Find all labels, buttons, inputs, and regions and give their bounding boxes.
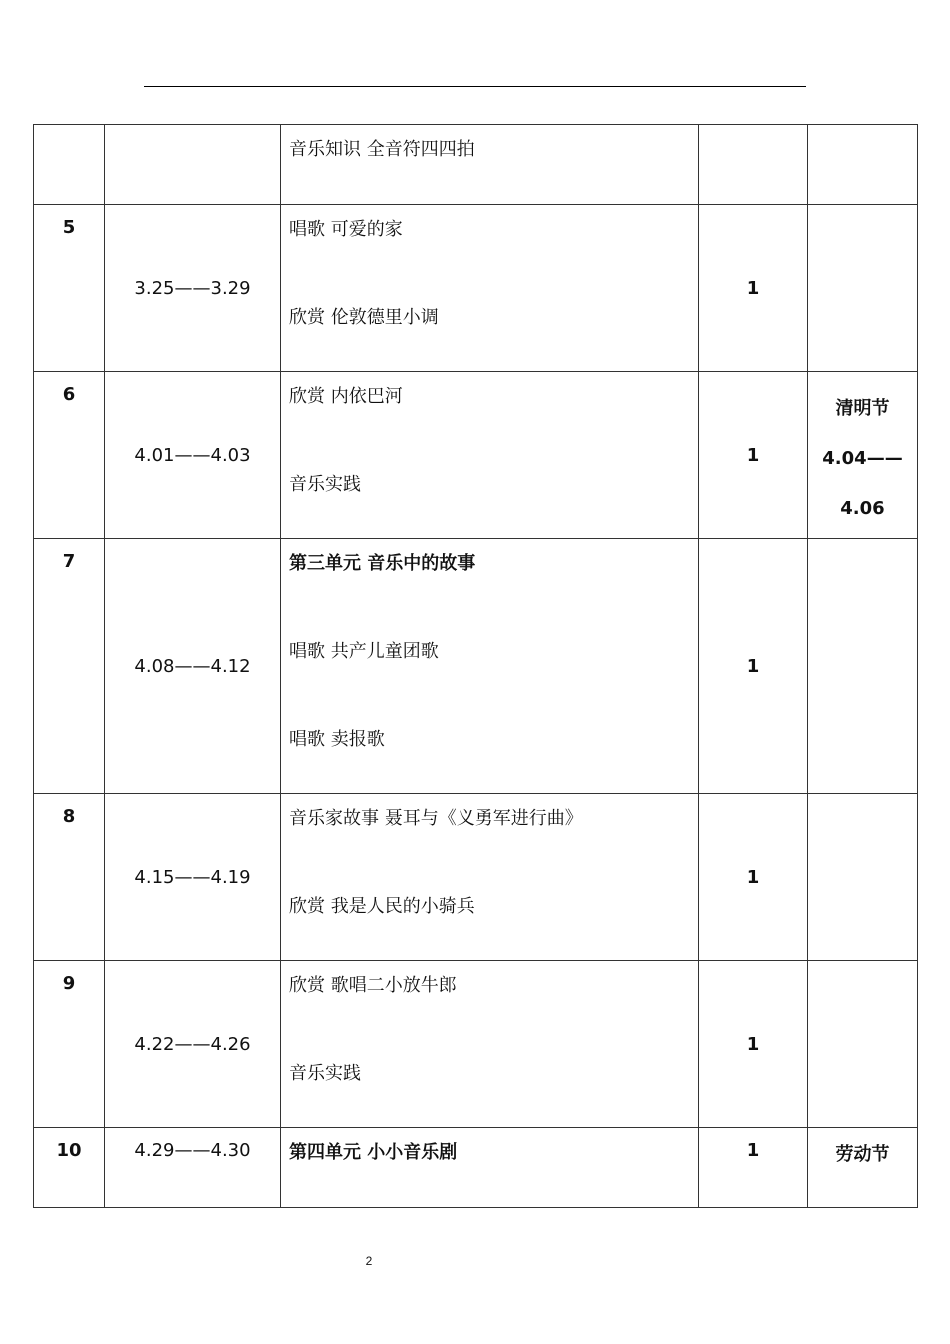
- content-cell: [281, 372, 699, 539]
- content-line: 唱歌 可爱的家: [289, 219, 403, 240]
- hours-cell: 1: [699, 539, 808, 794]
- week-cell: 10: [34, 1128, 105, 1208]
- content-line: 欣赏 内依巴河: [289, 386, 403, 407]
- holiday-name: 清明节: [835, 398, 890, 419]
- week-cell: 6: [34, 372, 105, 539]
- hours-cell: 1: [699, 794, 808, 961]
- page-number: 2: [365, 1254, 373, 1268]
- hours-cell: 1: [699, 372, 808, 539]
- week-cell: 8: [34, 794, 105, 961]
- hours-cell: 1: [699, 1128, 808, 1208]
- date-cell: 4.01——4.03: [105, 372, 281, 539]
- date-cell: 4.29——4.30: [105, 1128, 281, 1208]
- content-line: 音乐知识 全音符四四拍: [289, 139, 475, 160]
- week-cell: 9: [34, 961, 105, 1128]
- date-cell: 4.15——4.19: [105, 794, 281, 961]
- content-line: 欣赏 我是人民的小骑兵: [289, 896, 475, 917]
- table-row: [34, 205, 918, 372]
- note-cell: [808, 961, 918, 1128]
- content-line: 音乐实践: [289, 474, 361, 495]
- week-cell: [34, 125, 105, 205]
- date-cell: 3.25——3.29: [105, 205, 281, 372]
- unit-title: 第三单元 音乐中的故事: [289, 553, 476, 574]
- hours-cell: [699, 125, 808, 205]
- note-cell: [808, 125, 918, 205]
- content-line: 音乐实践: [289, 1063, 361, 1084]
- table-row: [34, 1128, 918, 1208]
- week-cell: 5: [34, 205, 105, 372]
- content-cell: [281, 961, 699, 1128]
- date-cell: [105, 125, 281, 205]
- date-cell: 4.22——4.26: [105, 961, 281, 1128]
- holiday-date-start: 4.04——: [822, 448, 903, 469]
- content-cell: [281, 205, 699, 372]
- note-cell: [808, 1128, 918, 1208]
- table-row: [34, 794, 918, 961]
- date-cell: 4.08——4.12: [105, 539, 281, 794]
- header-rule: [144, 86, 806, 87]
- holiday-date-end: 4.06: [840, 498, 885, 519]
- schedule-table: [33, 124, 918, 1208]
- content-line: 欣赏 伦敦德里小调: [289, 307, 439, 328]
- hours-cell: 1: [699, 205, 808, 372]
- table-row: [34, 372, 918, 539]
- content-line: 唱歌 共产儿童团歌: [289, 641, 439, 662]
- content-cell: [281, 794, 699, 961]
- note-cell: [808, 205, 918, 372]
- content-line: 欣赏 歌唱二小放牛郎: [289, 975, 457, 996]
- table-row: [34, 125, 918, 205]
- content-cell: [281, 125, 699, 205]
- hours-cell: 1: [699, 961, 808, 1128]
- content-cell: [281, 539, 699, 794]
- holiday-name: 劳动节: [835, 1144, 890, 1165]
- note-cell: [808, 372, 918, 539]
- note-cell: [808, 794, 918, 961]
- week-cell: 7: [34, 539, 105, 794]
- note-cell: [808, 539, 918, 794]
- content-cell: [281, 1128, 699, 1208]
- unit-title: 第四单元 小小音乐剧: [289, 1142, 458, 1163]
- content-line: 音乐家故事 聂耳与《义勇军进行曲》: [289, 808, 583, 829]
- content-line: 唱歌 卖报歌: [289, 729, 385, 750]
- table-row: [34, 961, 918, 1128]
- table-row: [34, 539, 918, 794]
